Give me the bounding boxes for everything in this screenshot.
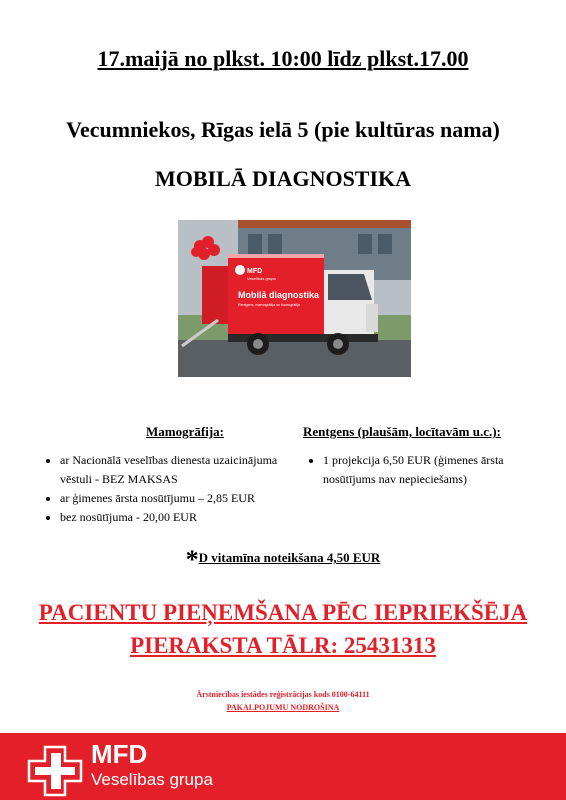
list-item: • ar ģimenes ārsta nosūtījumu – 2,85 EUR xyxy=(60,489,290,508)
mammography-section xyxy=(40,422,290,527)
xray-section xyxy=(303,422,543,489)
list-item: • ar Nacionālā veselības dienesta uzaicinājuma vēstuli - BEZ MAKSAS xyxy=(60,451,290,489)
page-title: MOBILĀ DIAGNOSTIKA xyxy=(154,166,412,191)
event-date-time: 17.maijā no plkst. 10:00 līdz plkst.17.00 xyxy=(97,46,469,71)
medical-cross-logo-icon xyxy=(27,745,83,797)
appointment-notice-line1: PACIENTU PIEŅEMŠANA PĒC IEPRIEKŠĒJA xyxy=(38,600,528,625)
xray-price-list xyxy=(303,451,543,489)
xray-heading: Rentgens (plaušām, locītavām u.c.): xyxy=(303,424,501,439)
asterisk-mark: * xyxy=(185,545,199,574)
list-item: • bez nosūtījuma - 20,00 EUR xyxy=(60,508,290,527)
registration-code: Ārstniecības iestādes reģistrācijas kods 0100-64111 xyxy=(196,690,370,699)
mammography-heading: Mamogrāfija: xyxy=(146,424,224,439)
event-address: Vecumniekos, Rīgas ielā 5 (pie kultūras nama) xyxy=(66,117,500,142)
mobile-diagnostics-truck-photo xyxy=(178,220,411,377)
truck-side-text: Mobilā diagnostika xyxy=(238,290,320,300)
brand-block xyxy=(91,739,213,791)
truck-brand-sub-text: Veselības grupa xyxy=(247,276,276,281)
truck-illustration xyxy=(178,220,411,377)
list-item: • 1 projekcija 6,50 EUR (ģimenes ārsta nosūtījums nav nepieciešams) xyxy=(323,451,543,489)
truck-side-subtext: Rentgens, mamogrāfija un fluorogrāfija xyxy=(238,303,300,307)
brand-subtitle: Veselības grupa xyxy=(91,770,213,789)
appointment-phone-line: PIERAKSTA TĀLR: 25431313 xyxy=(130,633,436,658)
brand-name: MFD xyxy=(91,739,148,769)
brand-footer xyxy=(0,733,566,800)
provider-label: PAKALPOJUMU NODROŠINA xyxy=(226,703,340,712)
mammography-price-list xyxy=(40,451,290,527)
vitamin-d-text: D vitamīna noteikšana 4,50 EUR xyxy=(198,550,381,565)
truck-brand-text: MFD xyxy=(247,268,263,275)
vitamin-d-offer xyxy=(0,545,566,575)
